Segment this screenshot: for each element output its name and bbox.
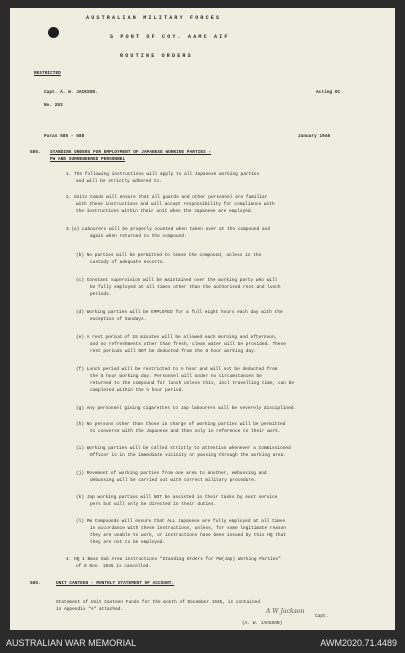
header-title: AUSTRALIAN MILITARY FORCES [86, 15, 222, 21]
paragraph-text: debussing will be carried out with correct military procedure. [90, 478, 257, 483]
paragraph-text: 2. Units Comds will ensure that all guards and other personnel are familiar [66, 195, 268, 200]
paragraph-text: periods. [90, 292, 112, 297]
officer-appointment: Acting OC [316, 90, 341, 95]
paragraph-text: rest periods will NOT be deducted from the 8 hour working day. [90, 349, 257, 354]
section-title: STANDING ORDERS FOR EMPLOYMENT OF JAPANESE WORKING PARTIES - [50, 150, 212, 155]
paragraph-text: the 8 hour working day. Personnel will under no circumstances be [90, 374, 262, 379]
paras-range: Paras 585 - 588 [44, 134, 85, 139]
archive-footer [0, 632, 405, 653]
paragraph-text: Officer is in the immediate vicinity or passing through the working area. [90, 453, 286, 458]
paragraph-text: in Appendix "A" attached. [56, 607, 124, 612]
paragraph-text: (j) Movement of working parties from one area to another, embussing and [76, 471, 267, 476]
footer-institution: AUSTRALIAN WAR MEMORIAL [6, 638, 137, 648]
paragraph-text: (k) Jap working parties will NOT be assisted in their tasks by Aust service [76, 495, 278, 500]
document-page [10, 8, 395, 630]
paragraph-text: (h) No persons other than those in charge of working parties will be permitted [76, 422, 286, 427]
paragraph-text: (b) No parties will be permitted to leave the compound, unless in the [76, 253, 262, 258]
paragraph-text: returned to the compound for lunch unless this, incl travelling time, can be [90, 381, 295, 386]
section-number: 585. [30, 150, 41, 155]
section-title: UNIT CANTEEN - MONTHLY STATEMENT OF ACCOUNT. [56, 581, 175, 586]
officer-name: Capt. A. W. JACKSON. [44, 90, 98, 95]
signature-rank: Capt. [315, 614, 329, 619]
paragraph-text: pers but will only be directed in their duties. [90, 502, 217, 507]
section-number: 586. [30, 581, 41, 586]
paragraph-text: of 6 Nov. 1945 is cancelled. [76, 564, 152, 569]
paragraph-text: they are not to be employed. [90, 540, 166, 545]
paragraph-text: to converse with the Japanese and then only in reference to their work. [90, 429, 281, 434]
handwritten-signature: A W Jackson [266, 608, 305, 615]
paragraph-text: and will be strictly adhered to. [76, 179, 162, 184]
section-title-cont: PW AND SURRENDERED PERSONNEL [50, 157, 126, 162]
paragraph-text: they are unable to work, or instructions have been issued by this HQ that [90, 533, 286, 538]
paragraph-text: be fully employed at all times other than the authorised rest and lunch [90, 285, 281, 290]
paragraph-text: again when returned to the compound. [90, 234, 187, 239]
paragraph-text: 4. HQ 1 Base Sub Area instructions "Standing Orders for PW(Jap) Working Parties" [66, 557, 281, 562]
order-number: No. 202 [44, 103, 63, 108]
paragraph-text: with these instructions and will accept responsibility for compliance with [76, 202, 275, 207]
signature-name: (A. W. JACKSON) [242, 621, 283, 626]
paragraph-text: completed within the ½ hour period. [90, 388, 184, 393]
paragraph-text: (e) A rest period of 15 minutes will be allowed each morning and afternoon, [76, 335, 278, 340]
paragraph-text: (g) Any personnel giving cigarettes to Jap labourers will be severely disciplined. [76, 406, 297, 411]
paragraph-text: (c) Constant supervision will be maintained over the working party who will [76, 278, 278, 283]
classification-label: RESTRICTED [34, 71, 61, 76]
paragraph-text: exception of Sundays. [90, 317, 147, 322]
paragraph-text: (l) PW Compounds will ensure that ALL Japanese are fully employed at all times [76, 519, 286, 524]
paragraph-text: the instructions within their unit when the Japanese are employed. [76, 209, 254, 214]
paragraph-text: (f) Lunch period will be restricted to ½ hour and will not be deducted from [76, 367, 278, 372]
paragraph-text: in accordance with these instructions, unless, for some legitimate reason [90, 526, 286, 531]
paragraph-text: Statement of Unit Canteen Funds for the month of December 1945, is contained [56, 600, 261, 605]
paragraph-text: (d) Working parties will be EMPLOYED for a full eight hours each day with the [76, 310, 283, 315]
paragraph-text: custody of adequate escorts. [90, 260, 166, 265]
header-unit: S PONT OF COY. AAMC AIF [110, 34, 230, 40]
footer-accession: AWM2020.71.4489 [320, 638, 397, 648]
order-date: January 1946 [298, 134, 331, 139]
punch-hole-icon [48, 27, 59, 38]
paragraph-text: (i) Working parties will be called strictly to attention whenever a Commissioned [76, 446, 291, 451]
header-orders: ROUTINE ORDERS [120, 53, 193, 59]
paragraph-text: and no refreshments other than fresh, clean water will be provided. These [90, 342, 286, 347]
paragraph-text: 3.(a) Labourers will be properly counted when taken over at the compound and [66, 227, 271, 232]
paragraph-text: 1. The following instructions will apply to all Japanese working parties [66, 172, 260, 177]
